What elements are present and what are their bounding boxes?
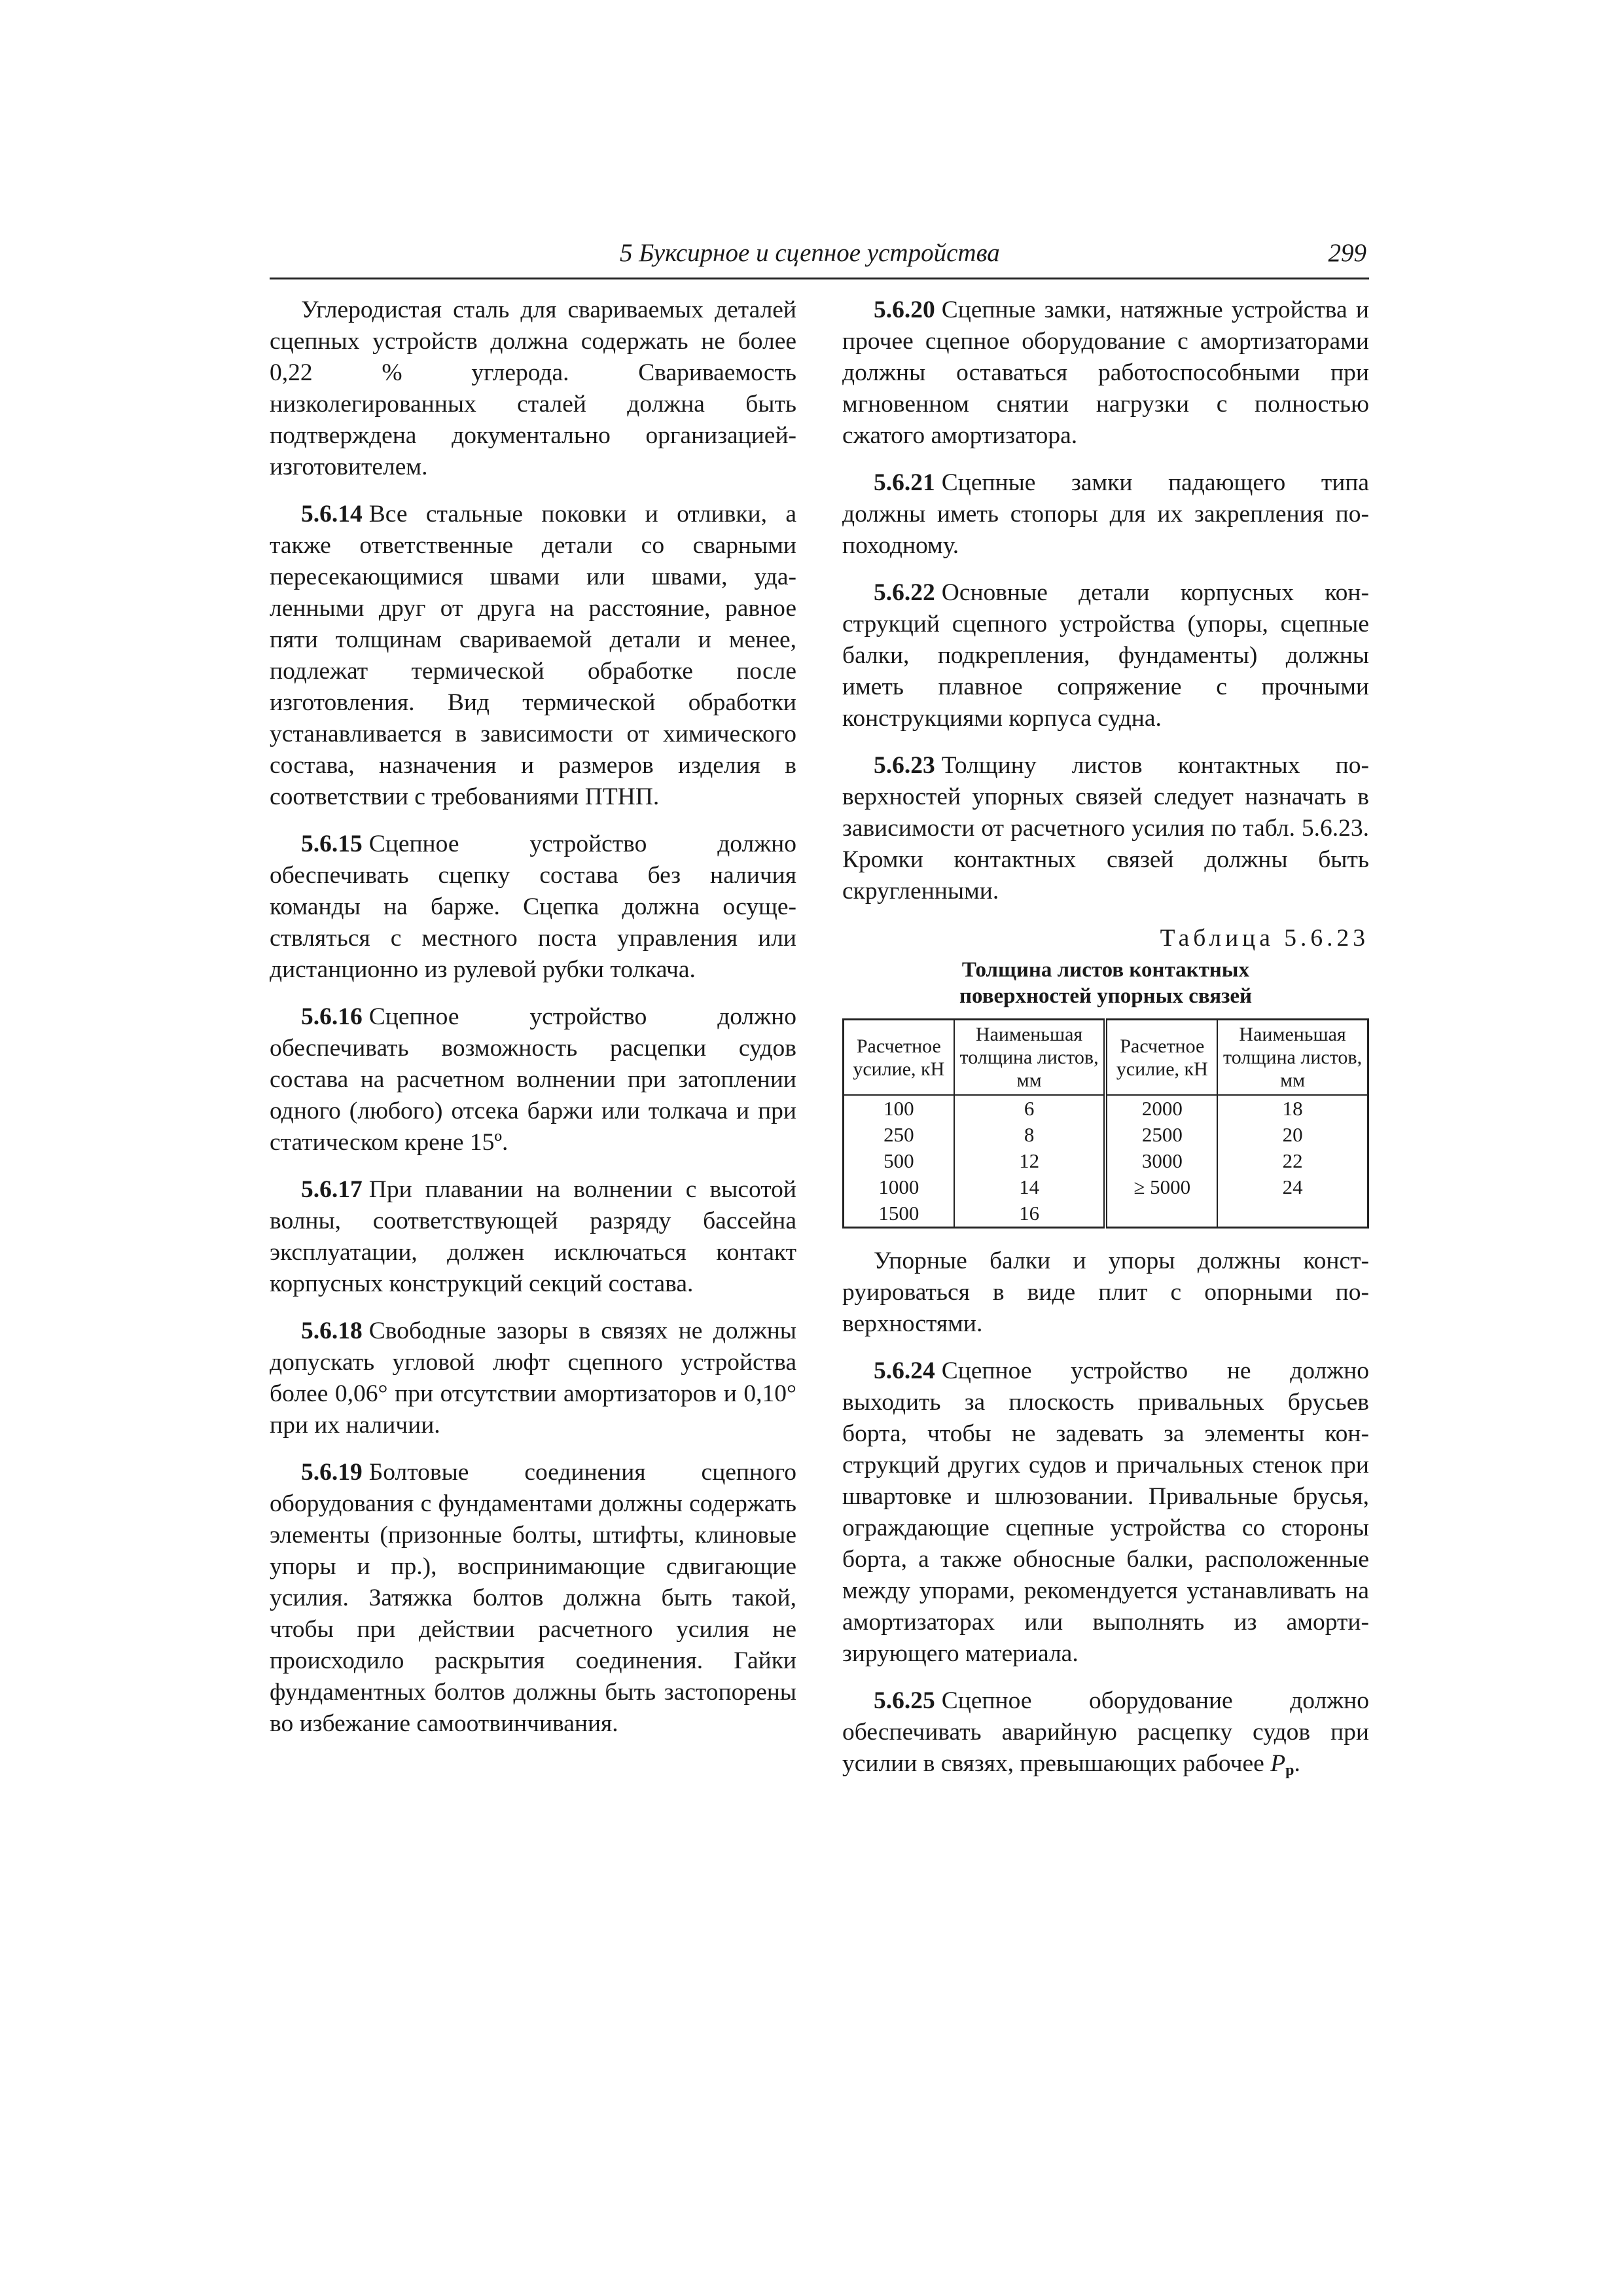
running-header [270,237,1369,279]
paragraph-text: Сцепное устройство должно обеспечивать сцепку состава без наличия команды на барже. Сцепка должна осуществляться с местного поста управления или дистанционно из рулевой рубки толкача. [270,831,796,983]
clause-number: 5.6.16 [301,1003,363,1030]
clause-number: 5.6.24 [874,1357,935,1384]
force-subscript: р [1285,1762,1294,1779]
force-variable: P [1270,1750,1286,1777]
right-column [842,295,1369,1802]
clause-number: 5.6.22 [874,579,935,606]
page-number: 299 [1328,239,1366,267]
paragraph-text: При плавании на волнении с высотой волны, соответствующей разряду бассейна эксплуатации, должен исключаться контакт корпусных конструкций секций состава. [270,1176,796,1297]
paragraph-5-6-14 [270,499,796,813]
clause-number: 5.6.15 [301,831,363,857]
table-cell: 250 [844,1122,954,1148]
clause-number: 5.6.17 [301,1176,363,1203]
table-header-cell: Расчетное усилие, кН [1105,1020,1217,1096]
table-caption: Таблица 5.6.23 [1160,925,1369,952]
table-cell: 20 [1217,1122,1368,1148]
paragraph-text: Углеродистая сталь для свариваемых деталей сцепных устройств должна содержать не более 0,22 % углерода. Свариваемость низколегированных сталей должна быть подтверждена документально организацией-изготовителем. [270,296,796,480]
paragraph-text: Толщину листов контактных поверхностей упорных связей следует назначать в зависимости от расчетного усилия по табл. 5.6.23. Кромки контактных связей должны быть скругленными. [842,752,1369,905]
paragraph-text: Сцепные замки падающего типа должны иметь стопоры для их закрепления по-походному. [842,469,1369,559]
table-row [844,1200,1368,1228]
header-title: 5 Буксирное и сцепное устройства [620,239,1000,267]
table-cell: 100 [844,1095,954,1122]
clause-number: 5.6.14 [301,501,363,528]
table-row [844,1122,1368,1148]
table-title: Толщина листов контактных поверхностей упорных связей [959,958,1252,1008]
paragraph-5-6-15 [270,829,796,986]
paragraph-text: Сцепное устройство должно обеспечивать возможность расцепки судов состава на расчетном волнении при затоплении одного (любого) отсека баржи или толкача и при статическом крене 15º. [270,1003,796,1156]
paragraph-text: Упорные балки и упоры должны конструироваться в виде плит с опорными поверхностями. [842,1247,1369,1337]
table-cell: 3000 [1105,1148,1217,1174]
table-row [844,1095,1368,1122]
paragraph-text: Сцепное устройство не должно выходить за плоскость привальных брусьев борта, чтобы не задевать за элементы конструкций других судов и причальных стенок при швартовке и шлюзовании. Привальные брусья, ограждающие сцепные устройства со стороны борта, а также обносные балки, расположенные между упорами, рекомендуется устанавливать на амортизаторах или выполнять из амортизирующего материала. [842,1357,1369,1667]
table-row [844,1148,1368,1174]
paragraph-5-6-18 [270,1316,796,1441]
table-header-cell: Расчетное усилие, кН [844,1020,954,1096]
paragraph-5-6-19 [270,1457,796,1740]
clause-number: 5.6.19 [301,1459,363,1486]
table-cell: 500 [844,1148,954,1174]
paragraph-5-6-20 [842,295,1369,452]
table-header-cell: Наименьшая толщина листов, мм [954,1020,1106,1096]
table-cell: ≥ 5000 [1105,1174,1217,1200]
table-cell: 2000 [1105,1095,1217,1122]
paragraph-5-6-25 [842,1685,1369,1786]
paragraph-end: . [1294,1750,1300,1777]
paragraph-text: Болтовые соединения сцепного оборудования с фундаментами должны содержать элементы (призонные болты, штифты, клиновые упоры и пр.), воспринимающие сдвигающие усилия. Затяжка болтов должна быть такой, чтобы при действии расчетного усилия не происходило раскрытия соединения. Гайки фундаментных болтов должны быть застопорены во избежание самоотвинчивания. [270,1459,796,1737]
table-cell: 14 [954,1174,1106,1200]
table-cell: 2500 [1105,1122,1217,1148]
paragraph-5-6-21 [842,467,1369,562]
paragraph-text: Основные детали корпусных конструкций сцепного устройства (упоры, сцепные балки, подкрепления, фундаменты) должны иметь плавное сопряжение с прочными конструкциями корпуса судна. [842,579,1369,732]
table-header-cell: Наименьшая толщина листов, мм [1217,1020,1368,1096]
paragraph-5-6-22 [842,577,1369,734]
thickness-table [842,1018,1369,1229]
table-cell: 12 [954,1148,1106,1174]
table-header-row [844,1020,1368,1096]
table-cell: 18 [1217,1095,1368,1122]
clause-number: 5.6.20 [874,296,935,323]
paragraph-text: Свободные зазоры в связях не должны допускать угловой люфт сцепного устройства более 0,06° при отсутствии амортизаторов и 0,10° при их наличии. [270,1318,796,1439]
paragraph-text: Сцепное оборудование должно обеспечивать аварийную расцепку судов при усилии в связях, превышающих рабочее [842,1687,1369,1777]
paragraph-text: Все стальные поковки и отливки, а также ответственные детали со сварными пересекающимися швами или швами, удаленными друг от друга на расстояние, равное пяти толщинам свариваемой детали и менее, подлежат термической обработке после изготовления. Вид термической обработки устанавливается в зависимости от химического состава, назначения и размеров изделия в соответствии с требованиями ПТНП. [270,501,796,810]
paragraph-5-6-23 [842,750,1369,907]
table-cell: 1000 [844,1174,954,1200]
table-cell: 1500 [844,1200,954,1228]
paragraph-text: Сцепные замки, натяжные устройства и прочее сцепное оборудование с амортизаторами должны оставаться работоспособными при мгновенном снятии нагрузки с полностью сжатого амортизатора. [842,296,1369,449]
paragraph-5-6-24 [842,1355,1369,1670]
table-cell [1105,1200,1217,1228]
clause-number: 5.6.21 [874,469,935,496]
table-cell: 22 [1217,1148,1368,1174]
table-cell: 24 [1217,1174,1368,1200]
clause-number: 5.6.23 [874,752,935,779]
table-cell: 16 [954,1200,1106,1228]
clause-number: 5.6.25 [874,1687,935,1714]
table-cell: 6 [954,1095,1106,1122]
paragraph [842,1246,1369,1340]
paragraph-5-6-16 [270,1001,796,1158]
left-column [270,295,796,1755]
clause-number: 5.6.18 [301,1318,363,1344]
table-cell [1217,1200,1368,1228]
paragraph-5-6-17 [270,1174,796,1300]
working-force-symbol [1270,1750,1294,1777]
table-cell: 8 [954,1122,1106,1148]
table-row [844,1174,1368,1200]
paragraph [270,295,796,483]
